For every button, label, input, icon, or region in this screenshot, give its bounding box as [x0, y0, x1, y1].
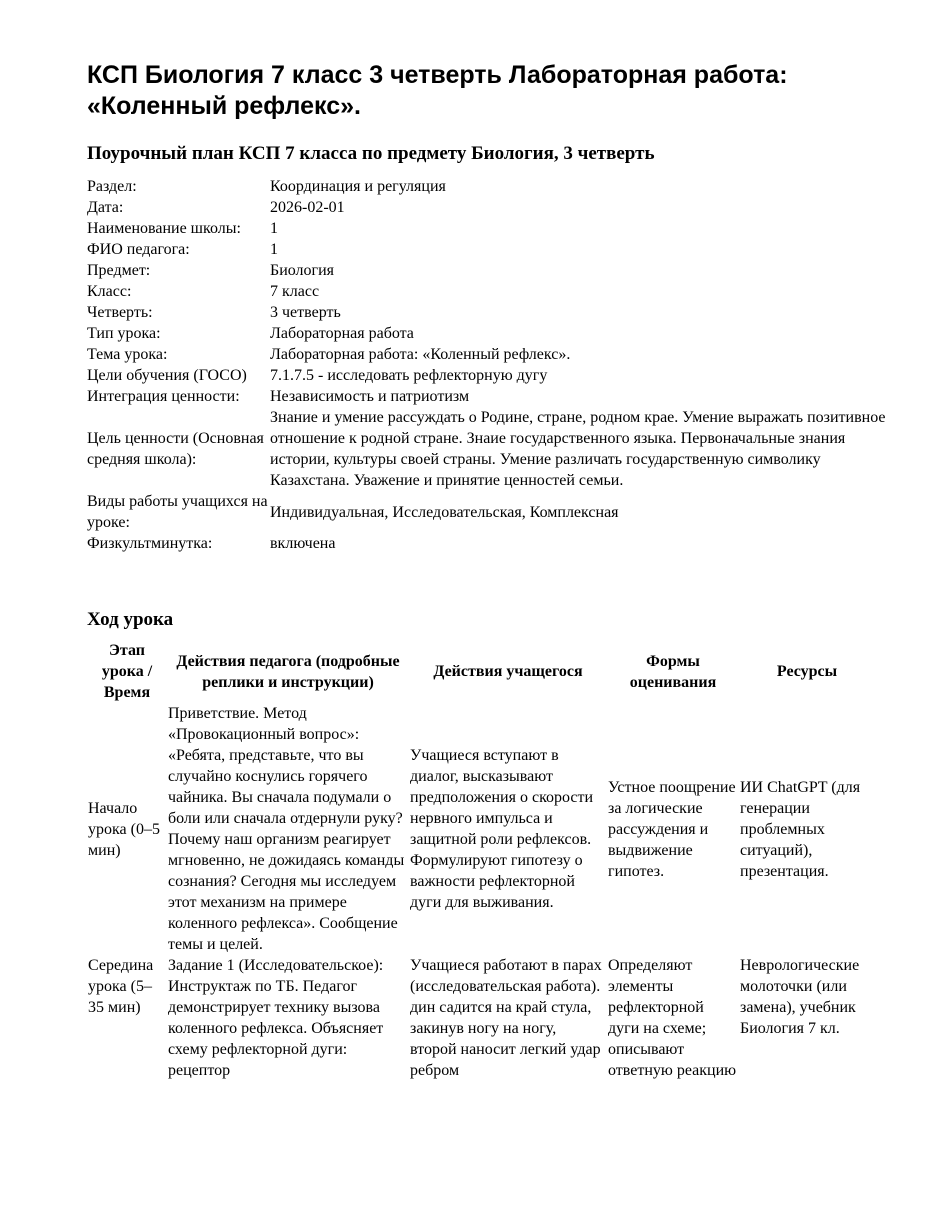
- info-table: [87, 176, 887, 554]
- info-row: [87, 176, 887, 197]
- column-header: Действия учащегося: [433, 663, 583, 680]
- table-cell: Учащиеся вступают в диалог, высказывают предположения о скорости нервного импульса и защитной роли рефлексов. Формулируют гипотезу о важности рефлекторной дуги для выживания.: [410, 747, 594, 911]
- info-label: Раздел:: [87, 178, 137, 195]
- column-header: Ресурсы: [776, 663, 838, 680]
- document-title: КСП Биология 7 класс 3 четверть Лабораторная работа: «Коленный рефлекс».: [87, 61, 788, 120]
- info-label: Интеграция ценности:: [87, 388, 240, 405]
- table-cell: Начало урока (0–5 мин): [88, 799, 160, 859]
- column-header: Формы оценивания: [629, 652, 717, 691]
- info-label: Предмет:: [87, 262, 151, 279]
- info-value: Лабораторная работа: [270, 325, 414, 342]
- document-subtitle: Поурочный план КСП 7 класса по предмету Биология, 3 четверть: [87, 143, 655, 164]
- info-value: Знание и умение рассуждать о Родине, стране, родном крае. Умение выражать позитивное отношение к родной стране. Знаие государственного языка. Первоначальные знания истории, культуры своей страны. Умение различать государственную символику Казахстана. Уважение и принятие ценностей семьи.: [270, 409, 886, 489]
- info-row: [87, 197, 887, 218]
- table-row: [87, 703, 875, 955]
- table-cell: Приветствие. Метод «Провокационный вопрос»: «Ребята, представьте, что вы случайно коснулись горячего чайника. Вы сначала подумали о боли или сначала отдернули руку? Почему наш организм реагирует мгновенно, не дожидаясь команды сознания? Сегодня мы исследуем этот механизм на примере коленного рефлекса». Сообщение темы и целей.: [168, 705, 405, 953]
- table-cell: Учащиеся работают в парах (исследовательская работа). дин садится на край стула, закинув ногу на ногу, второй наносит легкий удар ребром: [410, 957, 602, 1079]
- lesson-table: [87, 640, 875, 1081]
- info-label: Тип урока:: [87, 325, 161, 342]
- table-cell: ИИ ChatGPT (для генерации проблемных ситуаций), презентация.: [740, 778, 861, 880]
- info-row: [87, 218, 887, 239]
- info-label: Тема урока:: [87, 346, 168, 363]
- info-value: 7.1.7.5 - исследовать рефлекторную дугу: [270, 367, 548, 384]
- info-value: Лабораторная работа: «Коленный рефлекс».: [270, 346, 571, 363]
- info-value: 1: [270, 241, 278, 258]
- info-label: Физкультминутка:: [87, 535, 213, 552]
- info-row: [87, 281, 887, 302]
- info-value: 7 класс: [270, 283, 320, 300]
- info-value: 2026-02-01: [270, 199, 345, 216]
- info-row: [87, 323, 887, 344]
- info-value: 1: [270, 220, 278, 237]
- info-row: [87, 491, 887, 533]
- table-cell: Задание 1 (Исследовательское): Инструктаж по ТБ. Педагог демонстрирует технику вызова коленного рефлекса. Объясняет схему рефлекторной дуги: рецептор: [168, 957, 384, 1079]
- table-cell: Середина урока (5–35 мин): [88, 957, 154, 1016]
- info-label: ФИО педагога:: [87, 241, 190, 258]
- info-row: [87, 239, 887, 260]
- table-cell: Определяют элементы рефлекторной дуги на схеме; описывают ответную реакцию: [608, 957, 737, 1079]
- table-row: [87, 955, 875, 1081]
- info-value: Независимость и патриотизм: [270, 388, 470, 405]
- info-row: [87, 407, 887, 491]
- info-label: Дата:: [87, 199, 124, 216]
- info-row: [87, 260, 887, 281]
- info-value: Координация и регуляция: [270, 178, 446, 195]
- info-label: Цели обучения (ГОСО): [87, 367, 247, 384]
- info-value: Биология: [270, 262, 335, 279]
- table-cell: Устное поощрение за логические рассуждения и выдвижение гипотез.: [608, 778, 736, 880]
- info-label: Четверть:: [87, 304, 153, 321]
- table-cell: Неврологические молоточки (или замена), учебник Биология 7 кл.: [740, 957, 860, 1037]
- info-value: включена: [270, 535, 336, 552]
- info-row: [87, 386, 887, 407]
- info-label: Класс:: [87, 283, 132, 300]
- info-label: Наименование школы:: [87, 220, 241, 237]
- column-header: Действия педагога (подробные реплики и инструкции): [176, 652, 400, 691]
- lesson-header-row: [87, 640, 875, 703]
- column-header: Этап урока / Время: [101, 642, 153, 701]
- info-value: 3 четверть: [270, 304, 341, 321]
- info-value: Индивидуальная, Исследовательская, Комплексная: [270, 503, 619, 521]
- info-row: [87, 344, 887, 365]
- info-label: Виды работы учащихся на уроке:: [87, 493, 268, 531]
- section-title: Ход урока: [87, 609, 174, 630]
- info-label: Цель ценности (Основная средняя школа):: [87, 430, 264, 468]
- info-row: [87, 533, 887, 554]
- info-row: [87, 302, 887, 323]
- info-row: [87, 365, 887, 386]
